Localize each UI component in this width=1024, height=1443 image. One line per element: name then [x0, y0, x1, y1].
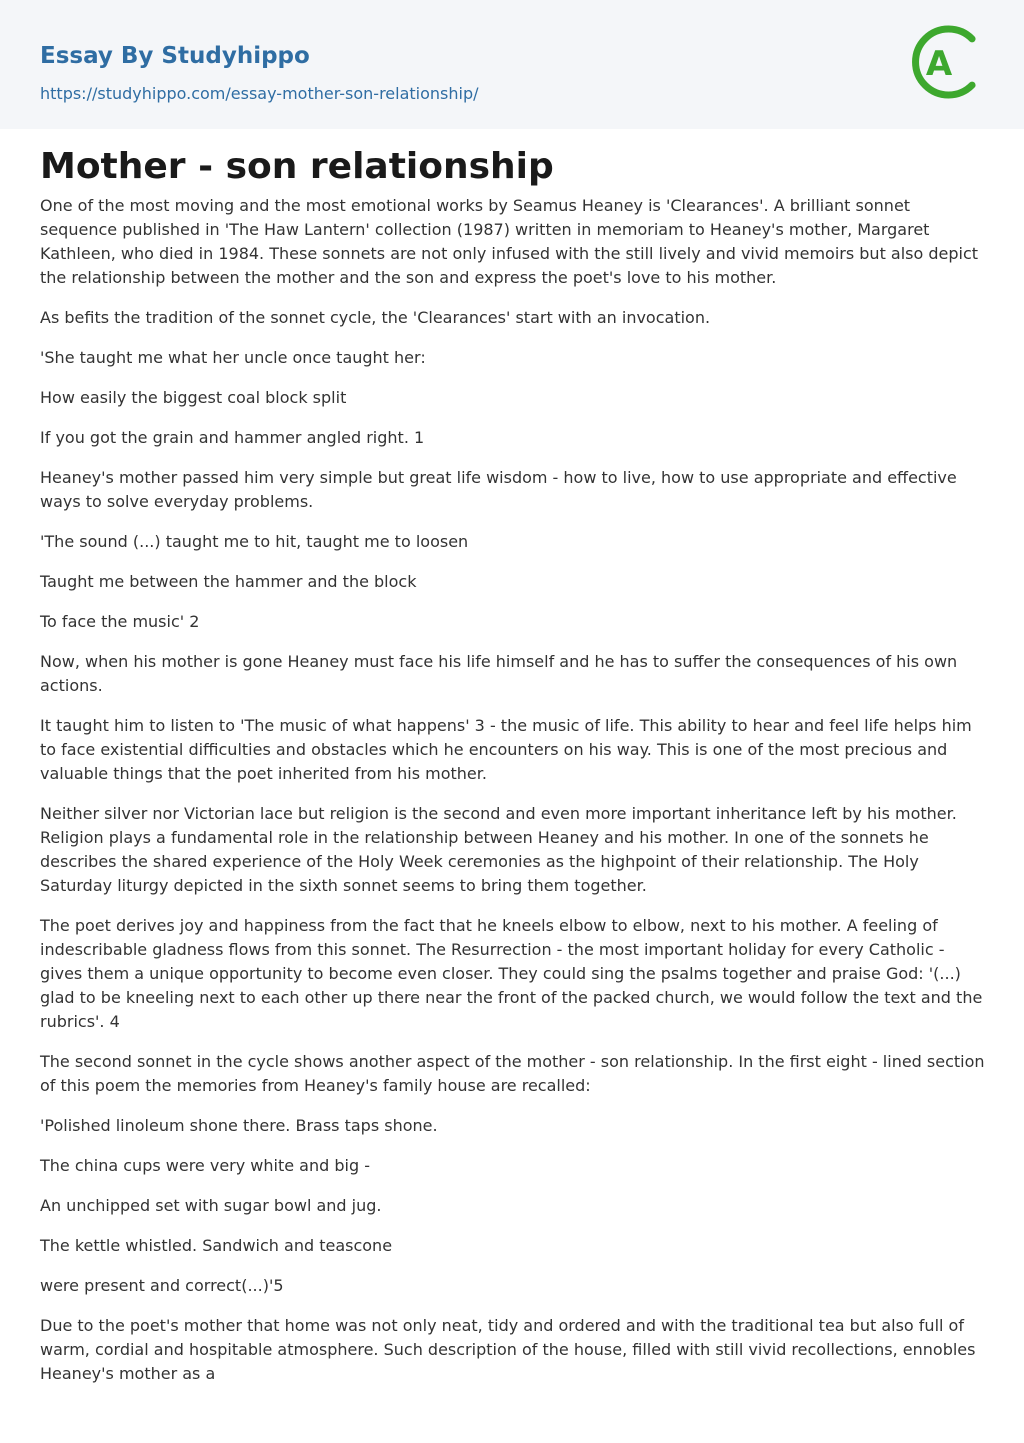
page-title: Mother - son relationship: [40, 146, 554, 187]
paragraph: The poet derives joy and happiness from the fact that he kneels elbow to elbow, next to his mother. A feeling of indescribable gladness flows from this sonnet. The Resurrection - the most important holiday for every Catholic - gives them a unique opportunity to become even closer. They could sing the psalms together and praise God: '(...) glad to be kneeling next to each other up there near the front of the packed church, we would follow the text and the rubrics'. 4: [40, 916, 983, 1031]
poem-line: 'The sound (...) taught me to hit, taught me to loosen: [40, 532, 469, 551]
poem-line: The kettle whistled. Sandwich and teascone: [40, 1236, 393, 1255]
poem-line: If you got the grain and hammer angled right. 1: [40, 428, 425, 447]
article-body: [40, 194, 990, 1402]
logo-letter: A: [925, 44, 953, 84]
studyhippo-logo-icon[interactable]: [912, 19, 986, 105]
poem-line: How easily the biggest coal block split: [40, 388, 347, 407]
poem-line: 'She taught me what her uncle once taught her:: [40, 348, 426, 367]
paragraph: Due to the poet's mother that home was not only neat, tidy and ordered and with the traditional tea but also full of warm, cordial and hospitable atmosphere. Such description of the house, filled with still vivid recollections, ennobles Heaney's mother as a: [40, 1316, 976, 1383]
paragraph: Heaney's mother passed him very simple but great life wisdom - how to live, how to use appropriate and effective ways to solve everyday problems.: [40, 468, 957, 511]
paragraph: It taught him to listen to 'The music of what happens' 3 - the music of life. This ability to hear and feel life helps him to face existential difficulties and obstacles which he encounters on his way. This is one of the most precious and valuable things that the poet inherited from his mother.: [40, 716, 972, 783]
brand-name[interactable]: Essay By Studyhippo: [40, 43, 310, 69]
paragraph: The second sonnet in the cycle shows another aspect of the mother - son relationship. In the first eight - lined section of this poem the memories from Heaney's family house are recalled:: [40, 1052, 985, 1095]
paragraph: As befits the tradition of the sonnet cycle, the 'Clearances' start with an invocation.: [40, 308, 711, 327]
poem-line: The china cups were very white and big -: [40, 1156, 370, 1175]
source-url-link[interactable]: https://studyhippo.com/essay-mother-son-relationship/: [40, 84, 479, 103]
poem-line: To face the music' 2: [40, 612, 200, 631]
poem-line: An unchipped set with sugar bowl and jug.: [40, 1196, 382, 1215]
page-header: [0, 0, 1024, 129]
poem-line: Taught me between the hammer and the block: [40, 572, 417, 591]
paragraph: One of the most moving and the most emotional works by Seamus Heaney is 'Clearances'. A brilliant sonnet sequence published in 'The Haw Lantern' collection (1987) written in memoriam to Heaney's mother, Margaret Kathleen, who died in 1984. These sonnets are not only infused with the still lively and vivid memoirs but also depict the relationship between the mother and the son and express the poet's love to his mother.: [40, 196, 979, 287]
paragraph: Now, when his mother is gone Heaney must face his life himself and he has to suffer the consequences of his own actions.: [40, 652, 958, 695]
paragraph: Neither silver nor Victorian lace but religion is the second and even more important inheritance left by his mother. Religion plays a fundamental role in the relationship between Heaney and his mother. In one of the sonnets he describes the shared experience of the Holy Week ceremonies as the highpoint of their relationship. The Holy Saturday liturgy depicted in the sixth sonnet seems to bring them together.: [40, 804, 957, 895]
poem-line: were present and correct(...)'5: [40, 1276, 284, 1295]
poem-line: 'Polished linoleum shone there. Brass taps shone.: [40, 1116, 438, 1135]
